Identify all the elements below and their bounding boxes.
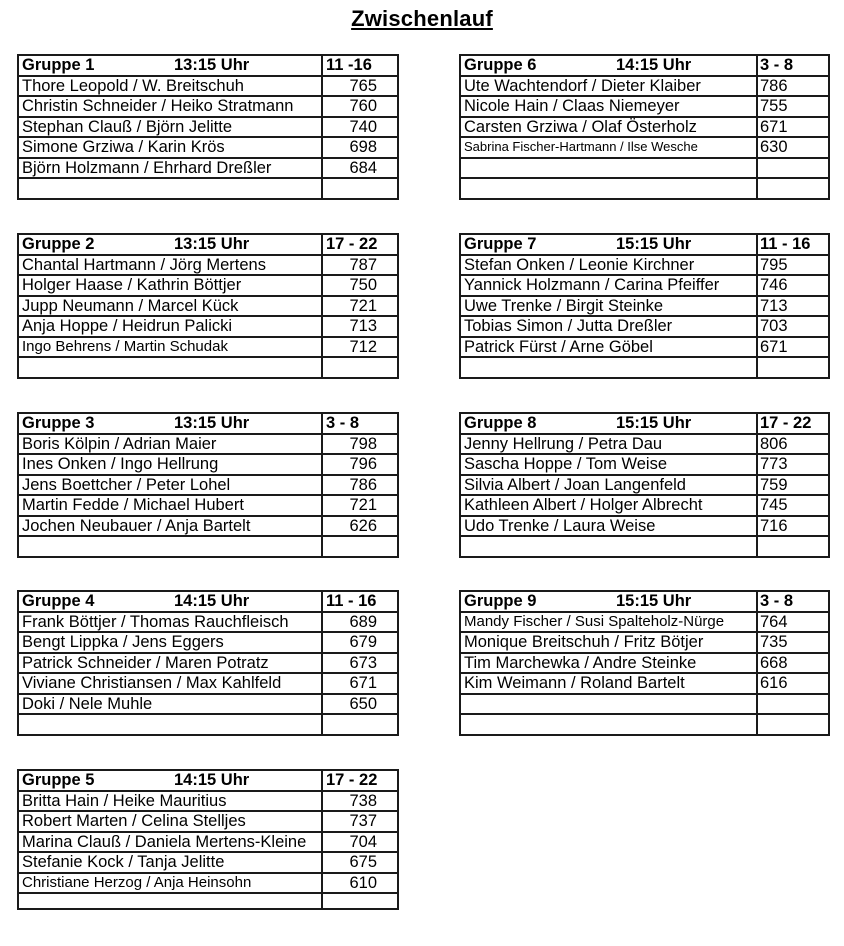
pair-score: 760 xyxy=(322,96,398,117)
group-table-3 xyxy=(17,412,399,558)
table-row xyxy=(460,475,829,496)
table-row xyxy=(460,632,829,653)
pair-names: Frank Böttjer / Thomas Rauchfleisch xyxy=(18,612,322,633)
pair-score: 740 xyxy=(322,117,398,138)
pair-names: Stephan Clauß / Björn Jelitte xyxy=(18,117,322,138)
table-row xyxy=(18,76,398,97)
pair-score: 764 xyxy=(757,612,829,633)
group-time: 13:15 Uhr xyxy=(174,235,250,254)
empty-row xyxy=(18,178,398,199)
pair-score: 668 xyxy=(757,653,829,674)
pair-score: 806 xyxy=(757,434,829,455)
pair-names: Ingo Behrens / Martin Schudak xyxy=(18,337,322,358)
pair-score: 671 xyxy=(757,337,829,358)
pair-score: 712 xyxy=(322,337,398,358)
table-row xyxy=(460,673,829,694)
table-row xyxy=(18,137,398,158)
pair-score: 630 xyxy=(757,137,829,158)
table-row xyxy=(460,255,829,276)
table-row xyxy=(18,832,398,853)
pair-score: 786 xyxy=(322,475,398,496)
pair-score: 703 xyxy=(757,316,829,337)
pair-score: 755 xyxy=(757,96,829,117)
pair-score: 671 xyxy=(757,117,829,138)
group-range: 11 -16 xyxy=(322,55,398,76)
pair-names: Mandy Fischer / Susi Spalteholz-Nürge xyxy=(460,612,757,633)
empty-row xyxy=(460,536,829,557)
pair-score: 616 xyxy=(757,673,829,694)
pair-names: Carsten Grziwa / Olaf Österholz xyxy=(460,117,757,138)
pair-names: Sascha Hoppe / Tom Weise xyxy=(460,454,757,475)
pair-score: 773 xyxy=(757,454,829,475)
pair-names: Monique Breitschuh / Fritz Bötjer xyxy=(460,632,757,653)
group-header xyxy=(460,591,829,612)
table-row xyxy=(460,137,829,158)
table-row xyxy=(18,694,398,715)
pair-score: 689 xyxy=(322,612,398,633)
group-time: 14:15 Uhr xyxy=(616,56,692,75)
group-range: 17 - 22 xyxy=(322,770,398,791)
pair-names: Britta Hain / Heike Mauritius xyxy=(18,791,322,812)
group-name: Gruppe 2 xyxy=(22,235,95,254)
pair-score: 675 xyxy=(322,852,398,873)
pair-names: Patrick Fürst / Arne Göbel xyxy=(460,337,757,358)
table-row xyxy=(460,434,829,455)
table-row xyxy=(460,296,829,317)
pair-names: Uwe Trenke / Birgit Steinke xyxy=(460,296,757,317)
pair-score: 721 xyxy=(322,296,398,317)
pair-names: Jenny Hellrung / Petra Dau xyxy=(460,434,757,455)
group-header xyxy=(460,234,829,255)
pair-score: 626 xyxy=(322,516,398,537)
pair-names: Jochen Neubauer / Anja Bartelt xyxy=(18,516,322,537)
empty-row xyxy=(460,714,829,735)
group-time: 13:15 Uhr xyxy=(174,414,250,433)
table-row xyxy=(18,296,398,317)
pair-score: 684 xyxy=(322,158,398,179)
pair-names: Christin Schneider / Heiko Stratmann xyxy=(18,96,322,117)
table-row xyxy=(460,96,829,117)
pair-names: Holger Haase / Kathrin Böttjer xyxy=(18,275,322,296)
pair-score: 650 xyxy=(322,694,398,715)
empty-row xyxy=(18,536,398,557)
empty-row xyxy=(460,158,829,179)
table-row xyxy=(460,516,829,537)
group-header xyxy=(18,413,398,434)
group-name: Gruppe 4 xyxy=(22,592,95,611)
group-time: 13:15 Uhr xyxy=(174,56,250,75)
pair-score: 796 xyxy=(322,454,398,475)
empty-row xyxy=(460,694,829,715)
table-row xyxy=(18,495,398,516)
pair-names: Björn Holzmann / Ehrhard Dreßler xyxy=(18,158,322,179)
pair-score: 765 xyxy=(322,76,398,97)
pair-names: Viviane Christiansen / Max Kahlfeld xyxy=(18,673,322,694)
pair-score: 735 xyxy=(757,632,829,653)
group-header xyxy=(460,413,829,434)
table-row xyxy=(18,337,398,358)
pair-names: Simone Grziwa / Karin Krös xyxy=(18,137,322,158)
pair-names: Marina Clauß / Daniela Mertens-Kleine xyxy=(18,832,322,853)
table-row xyxy=(18,791,398,812)
pair-score: 795 xyxy=(757,255,829,276)
pair-names: Martin Fedde / Michael Hubert xyxy=(18,495,322,516)
pair-score: 679 xyxy=(322,632,398,653)
pair-names: Christiane Herzog / Anja Heinsohn xyxy=(18,873,322,894)
table-row xyxy=(18,475,398,496)
pair-names: Thore Leopold / W. Breitschuh xyxy=(18,76,322,97)
pair-names: Jens Boettcher / Peter Lohel xyxy=(18,475,322,496)
pair-names: Kathleen Albert / Holger Albrecht xyxy=(460,495,757,516)
empty-row xyxy=(460,357,829,378)
table-row xyxy=(18,811,398,832)
table-row xyxy=(460,316,829,337)
group-time: 15:15 Uhr xyxy=(616,592,692,611)
group-header xyxy=(460,55,829,76)
pair-names: Jupp Neumann / Marcel Kück xyxy=(18,296,322,317)
pair-names: Boris Kölpin / Adrian Maier xyxy=(18,434,322,455)
pair-score: 759 xyxy=(757,475,829,496)
pair-score: 737 xyxy=(322,811,398,832)
group-range: 11 - 16 xyxy=(322,591,398,612)
table-row xyxy=(460,117,829,138)
pair-names: Tobias Simon / Jutta Dreßler xyxy=(460,316,757,337)
pair-score: 746 xyxy=(757,275,829,296)
empty-row xyxy=(460,178,829,199)
group-table-9 xyxy=(459,590,830,736)
pair-score: 745 xyxy=(757,495,829,516)
pair-names: Sabrina Fischer-Hartmann / Ilse Wesche xyxy=(460,137,757,158)
table-row xyxy=(18,673,398,694)
group-header xyxy=(18,55,398,76)
pair-names: Udo Trenke / Laura Weise xyxy=(460,516,757,537)
group-time: 15:15 Uhr xyxy=(616,235,692,254)
empty-row xyxy=(18,714,398,735)
page-title: Zwischenlauf xyxy=(351,6,493,31)
pair-score: 786 xyxy=(757,76,829,97)
pair-names: Yannick Holzmann / Carina Pfeiffer xyxy=(460,275,757,296)
group-range: 17 - 22 xyxy=(757,413,829,434)
pair-names: Tim Marchewka / Andre Steinke xyxy=(460,653,757,674)
pair-names: Ines Onken / Ingo Hellrung xyxy=(18,454,322,475)
pair-names: Robert Marten / Celina Stelljes xyxy=(18,811,322,832)
group-header xyxy=(18,591,398,612)
pair-names: Anja Hoppe / Heidrun Palicki xyxy=(18,316,322,337)
pair-names: Stefan Onken / Leonie Kirchner xyxy=(460,255,757,276)
pair-score: 610 xyxy=(322,873,398,894)
group-header xyxy=(18,234,398,255)
group-range: 11 - 16 xyxy=(757,234,829,255)
group-name: Gruppe 9 xyxy=(464,592,537,611)
table-row xyxy=(18,158,398,179)
pair-names: Chantal Hartmann / Jörg Mertens xyxy=(18,255,322,276)
pair-score: 750 xyxy=(322,275,398,296)
table-row xyxy=(460,454,829,475)
table-row xyxy=(18,653,398,674)
table-row xyxy=(18,275,398,296)
group-table-1 xyxy=(17,54,399,200)
table-row xyxy=(460,653,829,674)
table-row xyxy=(460,337,829,358)
group-name: Gruppe 7 xyxy=(464,235,537,254)
table-row xyxy=(18,852,398,873)
table-row xyxy=(18,255,398,276)
group-table-2 xyxy=(17,233,399,379)
group-name: Gruppe 3 xyxy=(22,414,95,433)
group-name: Gruppe 6 xyxy=(464,56,537,75)
table-row xyxy=(460,612,829,633)
pair-score: 738 xyxy=(322,791,398,812)
table-row xyxy=(18,316,398,337)
pair-score: 704 xyxy=(322,832,398,853)
pair-score: 698 xyxy=(322,137,398,158)
table-row xyxy=(460,495,829,516)
pair-score: 721 xyxy=(322,495,398,516)
pair-score: 787 xyxy=(322,255,398,276)
table-row xyxy=(18,873,398,894)
table-row xyxy=(18,117,398,138)
table-row xyxy=(460,76,829,97)
empty-row xyxy=(18,357,398,378)
pair-names: Kim Weimann / Roland Bartelt xyxy=(460,673,757,694)
group-range: 17 - 22 xyxy=(322,234,398,255)
group-table-7 xyxy=(459,233,830,379)
pair-score: 713 xyxy=(757,296,829,317)
table-row xyxy=(18,632,398,653)
group-time: 15:15 Uhr xyxy=(616,414,692,433)
table-row xyxy=(18,516,398,537)
pair-score: 713 xyxy=(322,316,398,337)
group-table-4 xyxy=(17,590,399,736)
pair-names: Stefanie Kock / Tanja Jelitte xyxy=(18,852,322,873)
pair-score: 671 xyxy=(322,673,398,694)
table-row xyxy=(18,612,398,633)
table-row xyxy=(18,434,398,455)
pair-score: 716 xyxy=(757,516,829,537)
pair-score: 673 xyxy=(322,653,398,674)
group-table-8 xyxy=(459,412,830,558)
group-time: 14:15 Uhr xyxy=(174,592,250,611)
pair-names: Ute Wachtendorf / Dieter Klaiber xyxy=(460,76,757,97)
empty-row xyxy=(18,893,398,909)
group-range: 3 - 8 xyxy=(757,591,829,612)
group-name: Gruppe 5 xyxy=(22,771,95,790)
pair-names: Nicole Hain / Claas Niemeyer xyxy=(460,96,757,117)
pair-names: Doki / Nele Muhle xyxy=(18,694,322,715)
group-name: Gruppe 1 xyxy=(22,56,95,75)
group-table-5 xyxy=(17,769,399,910)
pair-names: Bengt Lippka / Jens Eggers xyxy=(18,632,322,653)
group-range: 3 - 8 xyxy=(322,413,398,434)
pair-names: Patrick Schneider / Maren Potratz xyxy=(18,653,322,674)
pair-names: Silvia Albert / Joan Langenfeld xyxy=(460,475,757,496)
pair-score: 798 xyxy=(322,434,398,455)
group-name: Gruppe 8 xyxy=(464,414,537,433)
table-row xyxy=(18,454,398,475)
table-row xyxy=(460,275,829,296)
group-range: 3 - 8 xyxy=(757,55,829,76)
table-row xyxy=(18,96,398,117)
group-header xyxy=(18,770,398,791)
group-time: 14:15 Uhr xyxy=(174,771,250,790)
group-table-6 xyxy=(459,54,830,200)
